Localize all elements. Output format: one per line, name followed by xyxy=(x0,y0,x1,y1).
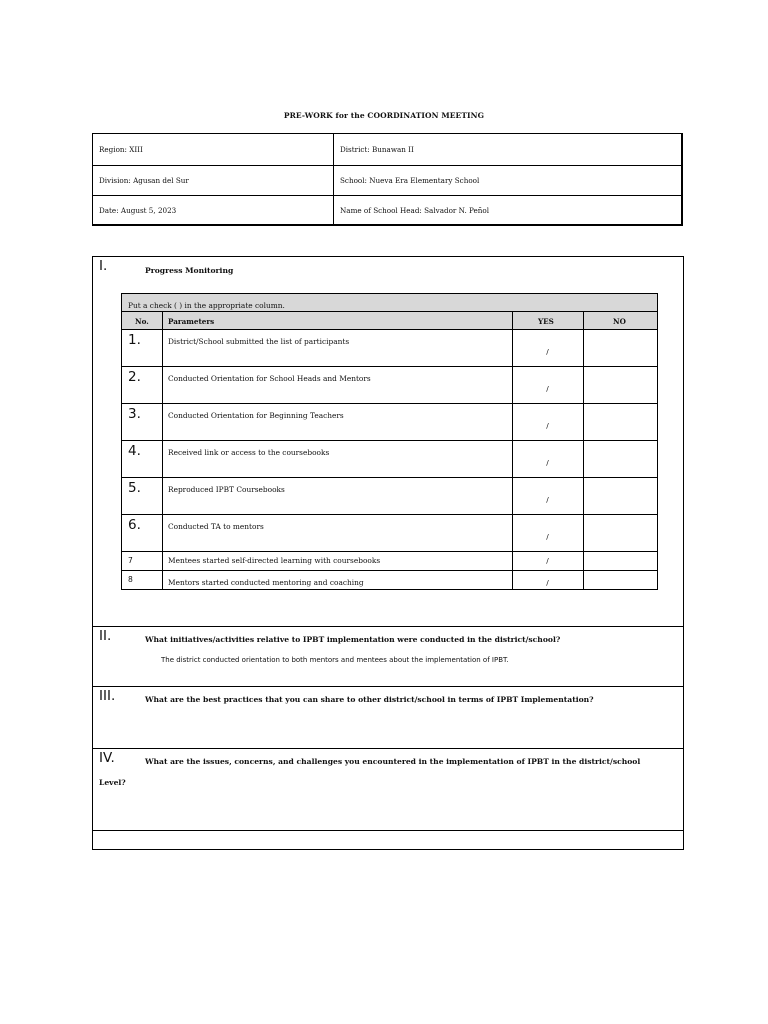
checklist-row xyxy=(121,515,658,552)
col-parameters-header: Parameters xyxy=(168,317,215,326)
col-no-header: No. xyxy=(135,317,149,326)
row-number: 8 xyxy=(128,575,133,584)
region-field: Region: XIII xyxy=(99,145,143,154)
school-head-field: Name of School Head: Salvador N. Peñol xyxy=(340,206,490,215)
checklist-row xyxy=(121,367,658,404)
row-number: 2. xyxy=(128,369,141,385)
checklist-row xyxy=(121,330,658,367)
header-info-table xyxy=(92,133,683,226)
checklist-row xyxy=(121,571,658,590)
checklist-instruction: Put a check ( ) in the appropriate column. xyxy=(121,293,658,312)
section-2-answer: The district conducted orientation to both mentors and mentees about the implementation of IPBT. xyxy=(161,656,509,664)
section-2-numeral: II. xyxy=(99,628,112,644)
row-number: 6. xyxy=(128,517,141,533)
yes-checkbox-cell[interactable]: / xyxy=(546,495,549,504)
row-number: 4. xyxy=(128,443,141,459)
row-number: 5. xyxy=(128,480,141,496)
col-no-check-header: NO xyxy=(613,317,626,326)
yes-checkbox-cell[interactable]: / xyxy=(546,347,549,356)
yes-checkbox-cell[interactable]: / xyxy=(546,458,549,467)
district-field: District: Bunawan II xyxy=(340,145,414,154)
checklist-row xyxy=(121,441,658,478)
date-field: Date: August 5, 2023 xyxy=(99,206,177,215)
row-parameter: Reproduced IPBT Coursebooks xyxy=(168,485,285,494)
page-title: PRE-WORK for the COORDINATION MEETING xyxy=(283,111,485,120)
yes-checkbox-cell[interactable]: / xyxy=(546,556,549,565)
section-4-numeral: IV. xyxy=(99,750,115,766)
section-1-numeral: I. xyxy=(99,258,108,274)
school-field: School: Nueva Era Elementary School xyxy=(340,176,480,185)
checklist-row xyxy=(121,404,658,441)
yes-checkbox-cell[interactable]: / xyxy=(546,578,549,587)
col-yes-header: YES xyxy=(538,317,554,326)
row-number: 3. xyxy=(128,406,141,422)
section-4-question: What are the issues, concerns, and challenges you encountered in the implementation of IPBT in the district/school xyxy=(145,757,641,766)
checklist-row xyxy=(121,478,658,515)
yes-checkbox-cell[interactable]: / xyxy=(546,384,549,393)
row-number: 1. xyxy=(128,332,141,348)
section-2-question: What initiatives/activities relative to IPBT implementation were conducted in the district/school? xyxy=(145,635,561,644)
row-parameter: Mentors started conducted mentoring and coaching xyxy=(168,578,364,587)
section-1-heading: Progress Monitoring xyxy=(145,266,234,275)
yes-checkbox-cell[interactable]: / xyxy=(546,421,549,430)
questionnaire-form xyxy=(92,256,684,850)
yes-checkbox-cell[interactable]: / xyxy=(546,532,549,541)
row-parameter: Mentees started self-directed learning with coursebooks xyxy=(168,556,381,565)
row-number: 7 xyxy=(128,556,133,565)
section-3-numeral: III. xyxy=(99,688,116,704)
row-parameter: District/School submitted the list of participants xyxy=(168,337,350,346)
section-4-question-cont: Level? xyxy=(99,778,126,787)
row-parameter: Conducted Orientation for School Heads and Mentors xyxy=(168,374,371,383)
section-3-question: What are the best practices that you can share to other district/school in terms of IPBT Implementation? xyxy=(145,695,594,704)
checklist-row xyxy=(121,552,658,571)
row-parameter: Received link or access to the coursebooks xyxy=(168,448,330,457)
division-field: Division: Agusan del Sur xyxy=(99,176,189,185)
row-parameter: Conducted TA to mentors xyxy=(168,522,264,531)
checklist-header-row xyxy=(121,312,658,330)
row-parameter: Conducted Orientation for Beginning Teachers xyxy=(168,411,344,420)
